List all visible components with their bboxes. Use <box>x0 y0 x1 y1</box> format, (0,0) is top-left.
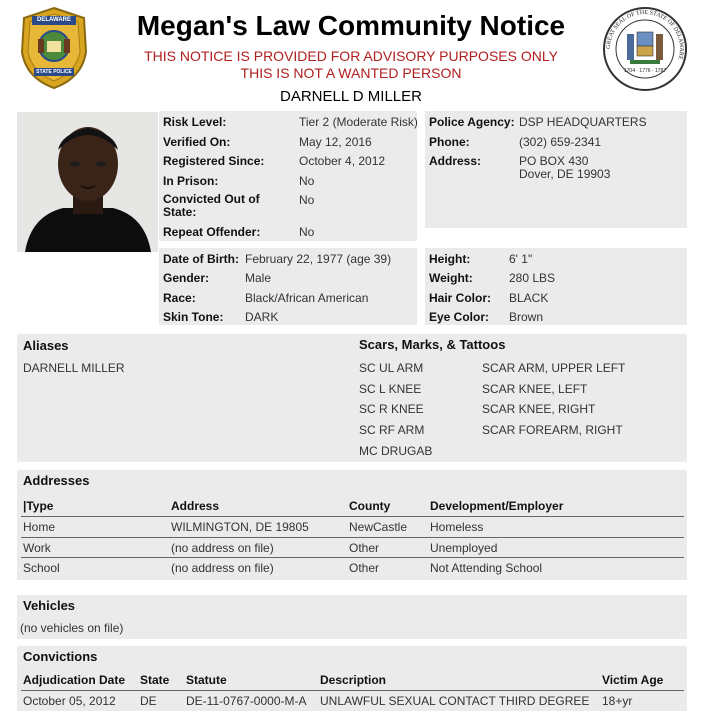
convictions-header-rule <box>21 690 684 691</box>
registered-since-value: October 4, 2012 <box>299 154 386 168</box>
smt-code: SC L KNEE <box>359 382 422 396</box>
police-agency-value: DSP HEADQUARTERS <box>519 115 647 129</box>
offender-photo <box>17 112 158 252</box>
repeat-offender-value: No <box>299 225 315 239</box>
agency-address-line-1: PO BOX 430 <box>519 154 589 168</box>
seal-years: 1704 · 1776 · 1787 <box>623 68 667 74</box>
weight-label: Weight: <box>429 271 473 285</box>
state-police-badge <box>18 6 90 90</box>
dob-value: February 22, 1977 (age 39) <box>245 252 392 266</box>
height-label: Height: <box>429 252 471 266</box>
convicted-out-value: No <box>299 193 315 207</box>
address-row-address: WILMINGTON, DE 19805 <box>171 520 309 534</box>
address-row-address: (no address on file) <box>171 541 274 555</box>
skin-tone-value: DARK <box>245 310 279 324</box>
eye-color-value: Brown <box>509 310 544 324</box>
convicted-out-label: Convicted Out of State: <box>163 192 260 219</box>
smt-code: SC UL ARM <box>359 361 424 375</box>
address-row-county: Other <box>349 541 380 555</box>
address-row-county: Other <box>349 561 380 575</box>
smt-code: MC DRUGAB <box>359 444 433 458</box>
address-row-employer: Homeless <box>430 520 484 534</box>
person-name: DARNELL D MILLER <box>280 88 422 105</box>
convictions-col-statute: Statute <box>186 673 227 687</box>
smt-code: SC R KNEE <box>359 402 424 416</box>
alias-item: DARNELL MILLER <box>23 361 125 375</box>
convictions-heading: Convictions <box>23 649 98 664</box>
addresses-col-employer: Development/Employer <box>430 499 564 513</box>
skin-tone-label: Skin Tone: <box>163 310 224 324</box>
conviction-row-description: UNLAWFUL SEXUAL CONTACT THIRD DEGREE <box>320 694 590 708</box>
smt-description: SCAR ARM, UPPER LEFT <box>482 361 626 375</box>
state-seal <box>602 6 688 92</box>
addresses-col-address: Address <box>171 499 220 513</box>
addresses-header-rule <box>21 516 684 517</box>
convictions-col-victim-age: Victim Age <box>602 673 664 687</box>
seal-ring-text: GREAT SEAL OF THE STATE OF DELAWARE <box>605 9 685 61</box>
conviction-row-statute: DE-11-0767-0000-M-A <box>186 694 307 708</box>
vehicles-note: (no vehicles on file) <box>20 621 124 635</box>
height-value: 6' 1" <box>509 252 533 266</box>
verified-on-value: May 12, 2016 <box>299 135 372 149</box>
addresses-heading: Addresses <box>23 473 90 488</box>
agency-address-line-2: Dover, DE 19903 <box>519 167 611 181</box>
badge-top-text: DELAWARE <box>36 17 71 23</box>
page-title: Megan's Law Community Notice <box>136 10 566 41</box>
risk-level-value: Tier 2 (Moderate Risk) <box>299 115 418 129</box>
address-row-county: NewCastle <box>349 520 408 534</box>
address-row-type: School <box>23 561 60 575</box>
smt-code: SC RF ARM <box>359 423 425 437</box>
smt-heading: Scars, Marks, & Tattoos <box>359 337 506 352</box>
aliases-heading: Aliases <box>23 338 69 353</box>
phone-value: (302) 659-2341 <box>519 135 602 149</box>
weight-value: 280 LBS <box>509 271 556 285</box>
vehicles-heading: Vehicles <box>23 598 76 613</box>
in-prison-value: No <box>299 174 315 188</box>
convictions-col-description: Description <box>320 673 387 687</box>
smt-description: SCAR KNEE, RIGHT <box>482 402 596 416</box>
race-value: Black/African American <box>245 291 369 305</box>
convictions-col-date: Adjudication Date <box>23 673 126 687</box>
advisory-line-1: THIS NOTICE IS PROVIDED FOR ADVISORY PURPOSES ONLY <box>144 48 558 64</box>
address-row-rule <box>21 557 684 558</box>
gender-label: Gender: <box>163 271 210 285</box>
eye-color-label: Eye Color: <box>429 310 490 324</box>
race-label: Race: <box>163 291 196 305</box>
agency-address-label: Address: <box>429 154 482 168</box>
gender-value: Male <box>245 271 272 285</box>
badge-bottom-text: STATE POLICE <box>36 69 72 75</box>
address-row-type: Work <box>23 541 51 555</box>
advisory-line-2: THIS IS NOT A WANTED PERSON <box>240 65 462 81</box>
convictions-col-state: State <box>140 673 170 687</box>
dob-label: Date of Birth: <box>163 252 239 266</box>
address-row-type: Home <box>23 520 56 534</box>
smt-description: SCAR KNEE, LEFT <box>482 382 588 396</box>
address-row-employer: Not Attending School <box>430 561 543 575</box>
phone-label: Phone: <box>429 135 470 149</box>
addresses-col-county: County <box>349 499 391 513</box>
addresses-col-type: |Type <box>23 499 54 513</box>
hair-color-value: BLACK <box>509 291 549 305</box>
conviction-row-victim-age: 18+yr <box>602 694 633 708</box>
verified-on-label: Verified On: <box>163 135 231 149</box>
hair-color-label: Hair Color: <box>429 291 492 305</box>
repeat-offender-label: Repeat Offender: <box>163 225 261 239</box>
address-row-address: (no address on file) <box>171 561 274 575</box>
address-row-rule <box>21 537 684 538</box>
conviction-row-state: DE <box>140 694 157 708</box>
conviction-row-date: October 05, 2012 <box>23 694 116 708</box>
registered-since-label: Registered Since: <box>163 154 265 168</box>
aliases-smt-panel <box>17 334 687 462</box>
smt-description: SCAR FOREARM, RIGHT <box>482 423 623 437</box>
in-prison-label: In Prison: <box>163 174 219 188</box>
address-row-employer: Unemployed <box>430 541 498 555</box>
risk-level-label: Risk Level: <box>163 115 227 129</box>
police-agency-label: Police Agency: <box>429 115 515 129</box>
